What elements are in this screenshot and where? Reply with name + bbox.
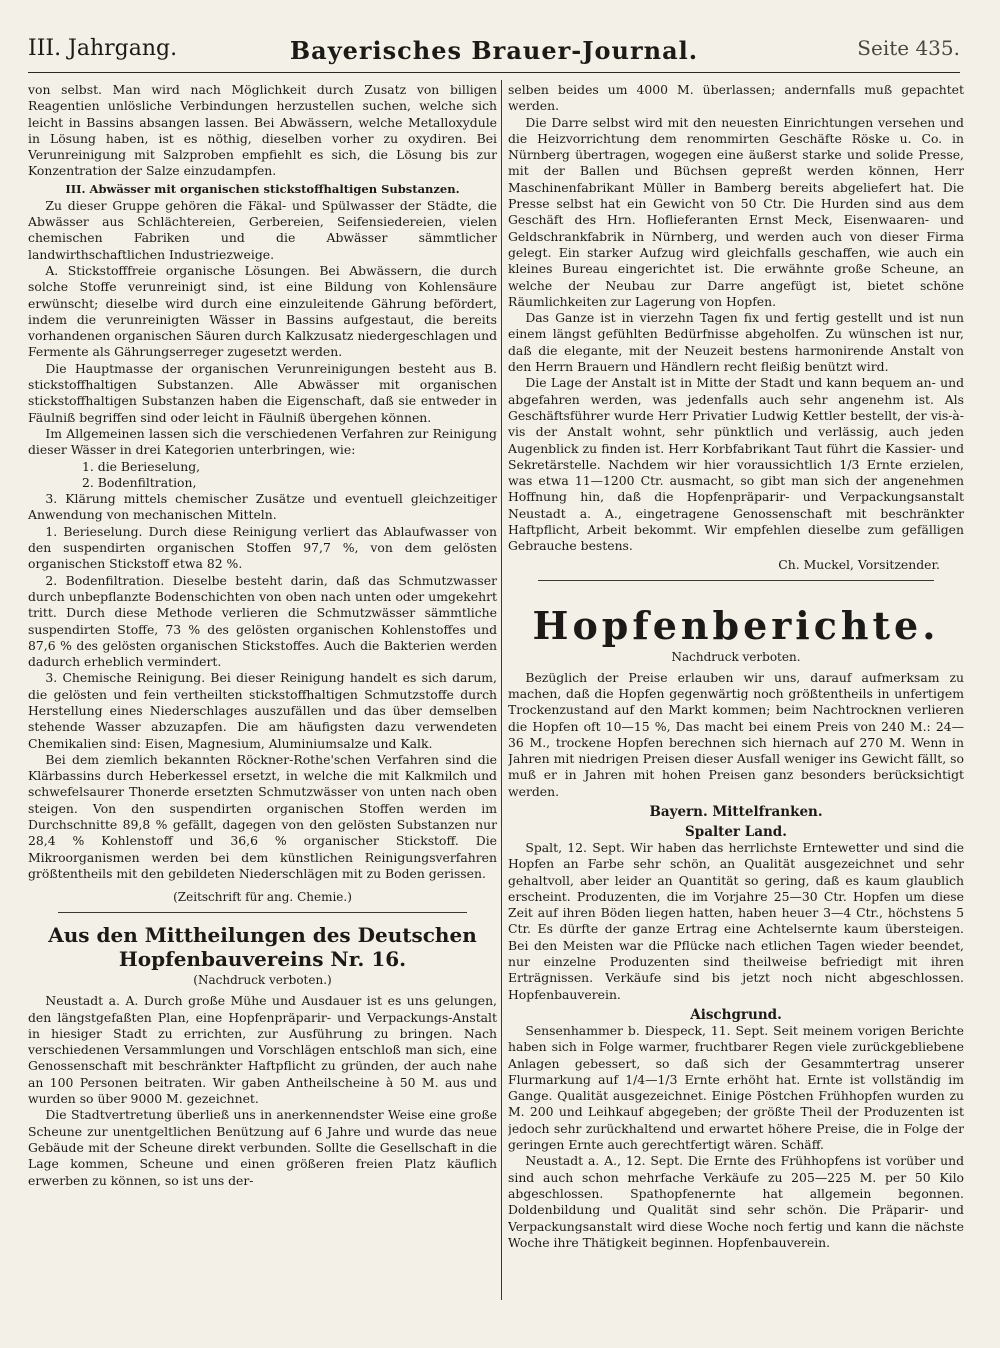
paragraph: 2. Bodenfiltration. Dieselbe besteht darin, daß das Schmutzwasser durch unbepflanzte Bodenschichten von oben nach unten oder umgekehrt tritt. Durch diese Methode verlieren die Schmutzwässer sämmtliche suspendirten Stoffe, 73 % des gelösten organischen Kohlenstoffes und 87,6 % des gelösten organischen Stickstoffes. Auch die Bakterien werden dadurch erheblich vermindert.	[28, 572, 497, 670]
region-heading: Aischgrund.	[690, 1006, 782, 1023]
section-note: (Nachdruck verboten.)	[193, 973, 332, 988]
paragraph: Die Lage der Anstalt ist in Mitte der Stadt und kann bequem an- und abgefahren werden, was jedenfalls auch sehr angenehm ist. Als Geschäftsführer wurde Herr Privatier Ludwig Kettler bestellt, der vis-à-vis der Anstalt wohnt, sehr pünktlich und verlässig, auch jeden Augenblick zu finden ist. Herr Korbfabrikant Taut führt die Kassier- und Sekretärstelle. Nachdem wir hier voraussichtlich 1/3 Ernte erzielen, was etwa 11—1200 Ctr. ausmacht, so gibt man sich der angenehmen Hoffnung hin, daß die Hopfenpräparir- und Verpackungsanstalt Neustadt a. A., eingetragene Genossenschaft mit beschränkter Haftpflicht, Arbeit bekommt. Wir empfehlen dieselbe zum gefälligen Gebrauche bestens.	[508, 375, 964, 554]
section-title: Hopfenberichte.	[532, 602, 940, 648]
divider	[58, 912, 467, 913]
paragraph: Die Stadtvertretung überließ uns in anerkennendster Weise eine große Scheune zur unentgeltlichen Benützung auf 6 Jahre und wurde das neue Gebäude mit der Scheune direkt verbunden. Sollte die Gesellschaft in die Lage kommen, Scheune und einen größeren freien Platz käuflich erwerben zu können, so ist uns der-	[28, 1107, 497, 1188]
paragraph: 3. Chemische Reinigung. Bei dieser Reinigung handelt es sich darum, die gelösten und fein vertheilten stickstoffhaltigen Schmutzstoffe durch Herstellung eines Niederschlages auszufällen und das über demselben stehende Wasser abzuzapfen. Die am häufigsten dazu verwendeten Chemikalien sind: Eisen, Magnesium, Aluminiumsalze und Kalk.	[28, 670, 497, 751]
section-note: Nachdruck verboten.	[671, 649, 801, 664]
page-header	[28, 32, 960, 73]
paragraph: selben beides um 4000 M. überlassen; andernfalls muß gepachtet werden.	[508, 82, 964, 114]
region-heading: Spalter Land.	[685, 823, 787, 840]
report-paragraph: Sensenhammer b. Diespeck, 11. Sept. Seit meinem vorigen Berichte haben sich in Folge warmer, fruchtbarer Regen viele zurückgebliebene Anlagen gebessert, so daß sich der Gesammtertrag unserer Flurmarkung auf 1/4—1/3 Ernte erhöht hat. Ernte ist vollständig im Gange. Qualität ausgezeichnet. Einige Pöstchen Frühhopfen wurden zu M. 200 und Leihkauf abgegeben; der größte Theil der Produzenten ist jedoch sehr zurückhaltend und erwartet höhere Preise, die in Folge der geringen Ernte auch gerechtfertigt wären. Schäff.	[508, 1022, 964, 1153]
paragraph: Neustadt a. A. Durch große Mühe und Ausdauer ist es uns gelungen, den längstgefaßten Plan, eine Hopfenpräparir- und Verpackungs-Anstalt in hiesiger Stadt zu errichten, zur Ausführung zu bringen. Nach verschiedenen Versammlungen und Vorschlägen entschloß man sich, eine Genossenschaft mit beschränkter Haftpflicht zu gründen, der auch nahe an 100 Personen beitraten. Wir gaben Antheilscheine à 50 M. aus und wurden so über 9000 M. gezeichnet.	[28, 993, 497, 1107]
page-number: Seite 435.	[857, 36, 960, 60]
paragraph: Bei dem ziemlich bekannten Röckner-Rothe'schen Verfahren sind die Klärbassins durch Heberkessel ersetzt, in welche die mit Kalkmilch und schwefelsaurer Thonerde ersetzten Schmutzwässer von unten nach oben steigen. Von den suspendirten organischen Stoffen werden im Durchschnitte 89,8 % gefällt, dagegen von den gelösten Substanzen nur 28,4 % Kohlenstoff und 36,6 % organischer Stickstoff. Die Mikroorganismen werden bei dem künstlichen Reinigungsverfahren größtentheils mit den gebildeten Niederschlägen mit zu Boden gerissen.	[28, 751, 497, 881]
subheading: III. Abwässer mit organischen stickstoffhaltigen Substanzen.	[65, 181, 460, 196]
list-item: 3. Klärung mittels chemischer Zusätze und eventuell gleichzeitiger Anwendung von mechanischen Mitteln.	[28, 491, 497, 523]
report-paragraph: Spalt, 12. Sept. Wir haben das herrlichste Erntewetter und sind die Hopfen an Farbe sehr schön, an Qualität ausgezeichnet und sehr gehaltvoll, aber leider an Quantität so gering, daß es kaum glaublich erscheint. Produzenten, die im Vorjahre 25—30 Ctr. Hopfen um diese Zeit auf ihren Böden liegen hatten, haben heuer 3—4 Ctr., höchstens 5 Ctr. Es dürfte der ganze Ertrag eine Achtelsernte kaum übersteigen. Bei den Meisten war die Pflücke nach etlichen Tagen wieder beendet, nur einzelne Produzenten sind theilweise befriedigt mit ihren Erträgnissen. Verkäufe sind bis jetzt noch nicht abgeschlossen. Hopfenbauverein.	[508, 839, 964, 1002]
report-paragraph: Neustadt a. A., 12. Sept. Die Ernte des Frühhopfens ist vorüber und sind auch schon mehrfache Verkäufe zu 205—225 M. per 50 Kilo abgeschlossen. Spathopfenernte hat allgemein begonnen. Doldenbildung und Qualität sind sehr schön. Die Präparir- und Verpackungsanstalt wird diese Woche noch fertig und kann die nächste Woche ihre Thätigkeit beginnen. Hopfenbauverein.	[508, 1153, 964, 1250]
section-title: Aus den Mittheilungen des Deutschen Hopfenbauvereins Nr. 16.	[48, 923, 477, 972]
paragraph: Die Hauptmasse der organischen Verunreinigungen besteht aus B. stickstoffhaltigen Substanzen. Alle Abwässer mit organischen stickstoffhaltigen Substanzen haben die Eigenschaft, daß sie entweder in Fäulniß begriffen sind oder leicht in Fäulniß übergehen können.	[28, 360, 497, 425]
divider	[538, 580, 934, 581]
left-column	[28, 82, 497, 1308]
paragraph: A. Stickstofffreie organische Lösungen. Bei Abwässern, die durch solche Stoffe verunreinigt sind, ist eine Bildung von Kohlensäure erwünscht; dieselbe wird durch eine einzuleitende Gährung befördert, indem die verunreinigten Wässer in Bassins aufgestaut, die bereits vorhandenen organischen Säuren durch Kalkzusatz niedergeschlagen und Fermente als Gährungserreger zugesetzt werden.	[28, 262, 497, 360]
paragraph: Zu dieser Gruppe gehören die Fäkal- und Spülwasser der Städte, die Abwässer aus Schlächtereien, Gerbereien, Seifensiedereien, vielen chemischen Fabriken und die Abwässer sämmtlicher landwirthschaftlichen Industriezweige.	[28, 197, 497, 262]
column-divider	[501, 80, 502, 1300]
signature: Ch. Muckel, Vorsitzender.	[778, 556, 940, 572]
journal-title: Bayerisches Brauer-Journal.	[289, 36, 699, 65]
paragraph: Das Ganze ist in vierzehn Tagen fix und fertig gestellt und ist nun einem längst gefühlten Bedürfnisse abgeholfen. Zu wünschen ist nur, daß die elegante, mit der Neuzeit bestens harmonirende Anstalt von den Herrn Brauern und Händlern recht fleißig benützt wird.	[508, 310, 964, 375]
source-citation: (Zeitschrift für ang. Chemie.)	[173, 890, 352, 905]
paragraph: von selbst. Man wird nach Möglichkeit durch Zusatz von billigen Reagentien unlösliche Verbindungen herzustellen suchen, welche sich leicht in Bassins absangen lassen. Bei Abwässern, welche Metalloxydule in Lösung haben, ist es nöthig, dieselben vorher zu oxydiren. Bei Verunreinigung mit Salzproben empfiehlt es sich, die Lösung bis zur Konzentration der Salze einzudampfen.	[28, 82, 497, 179]
paragraph: Im Allgemeinen lassen sich die verschiedenen Verfahren zur Reinigung dieser Wässer in drei Kategorien unterbringen, wie:	[28, 425, 497, 458]
right-column	[508, 82, 964, 1308]
list-item: 2. Bodenfiltration,	[82, 474, 197, 490]
volume-label: III. Jahrgang.	[28, 36, 178, 61]
paragraph: Bezüglich der Preise erlauben wir uns, darauf aufmerksam zu machen, daß die Hopfen gegenwärtig noch größtentheils in unfertigem Trockenzustand auf den Markt kommen; beim Nachtrocknen verlieren die Hopfen oft 10—15 %, Das macht bei einem Preis von 240 M.: 24—36 M., trockene Hopfen berechnen sich hiernach auf 270 M. Wenn in Jahren mit niedrigen Preisen dieser Ausfall weniger ins Gewicht fällt, so muß er in Jahren mit hohen Preisen ganz besonders berücksichtigt werden.	[508, 669, 964, 799]
paragraph: 1. Berieselung. Durch diese Reinigung verliert das Ablaufwasser von den suspendirten organischen Stoffen 97,7 %, von dem gelösten organischen Stickstoff etwa 82 %.	[28, 523, 497, 572]
paragraph: Die Darre selbst wird mit den neuesten Einrichtungen versehen und die Heizvorrichtung dem renommirten Geschäfte Röske u. Co. in Nürnberg übertragen, wogegen eine äußerst starke und solide Presse, mit der Ballen und Büchsen gepreßt werden können, Herr Maschinenfabrikant Müller in Bamberg bereits abgeliefert hat. Die Presse selbst hat ein Gewicht von 50 Ctr. Die Hurden sind aus dem Geschäft des Hrn. Hoflieferanten Ernst Meck, Eisenwaaren- und Geldschrankfabrik in Nürnberg, und werden auch von dieser Firma gelegt. Ein starker Aufzug wird gleichfalls geschaffen, wie auch ein kleines Bureau eingerichtet ist. Die erwähnte große Scheune, an welche der Neubau zur Darre angefügt ist, bietet schöne Räumlichkeiten zur Lagerung von Hopfen.	[508, 114, 964, 309]
list-item: 1. die Berieselung,	[82, 458, 201, 474]
region-heading: Bayern. Mittelfranken.	[649, 803, 823, 820]
